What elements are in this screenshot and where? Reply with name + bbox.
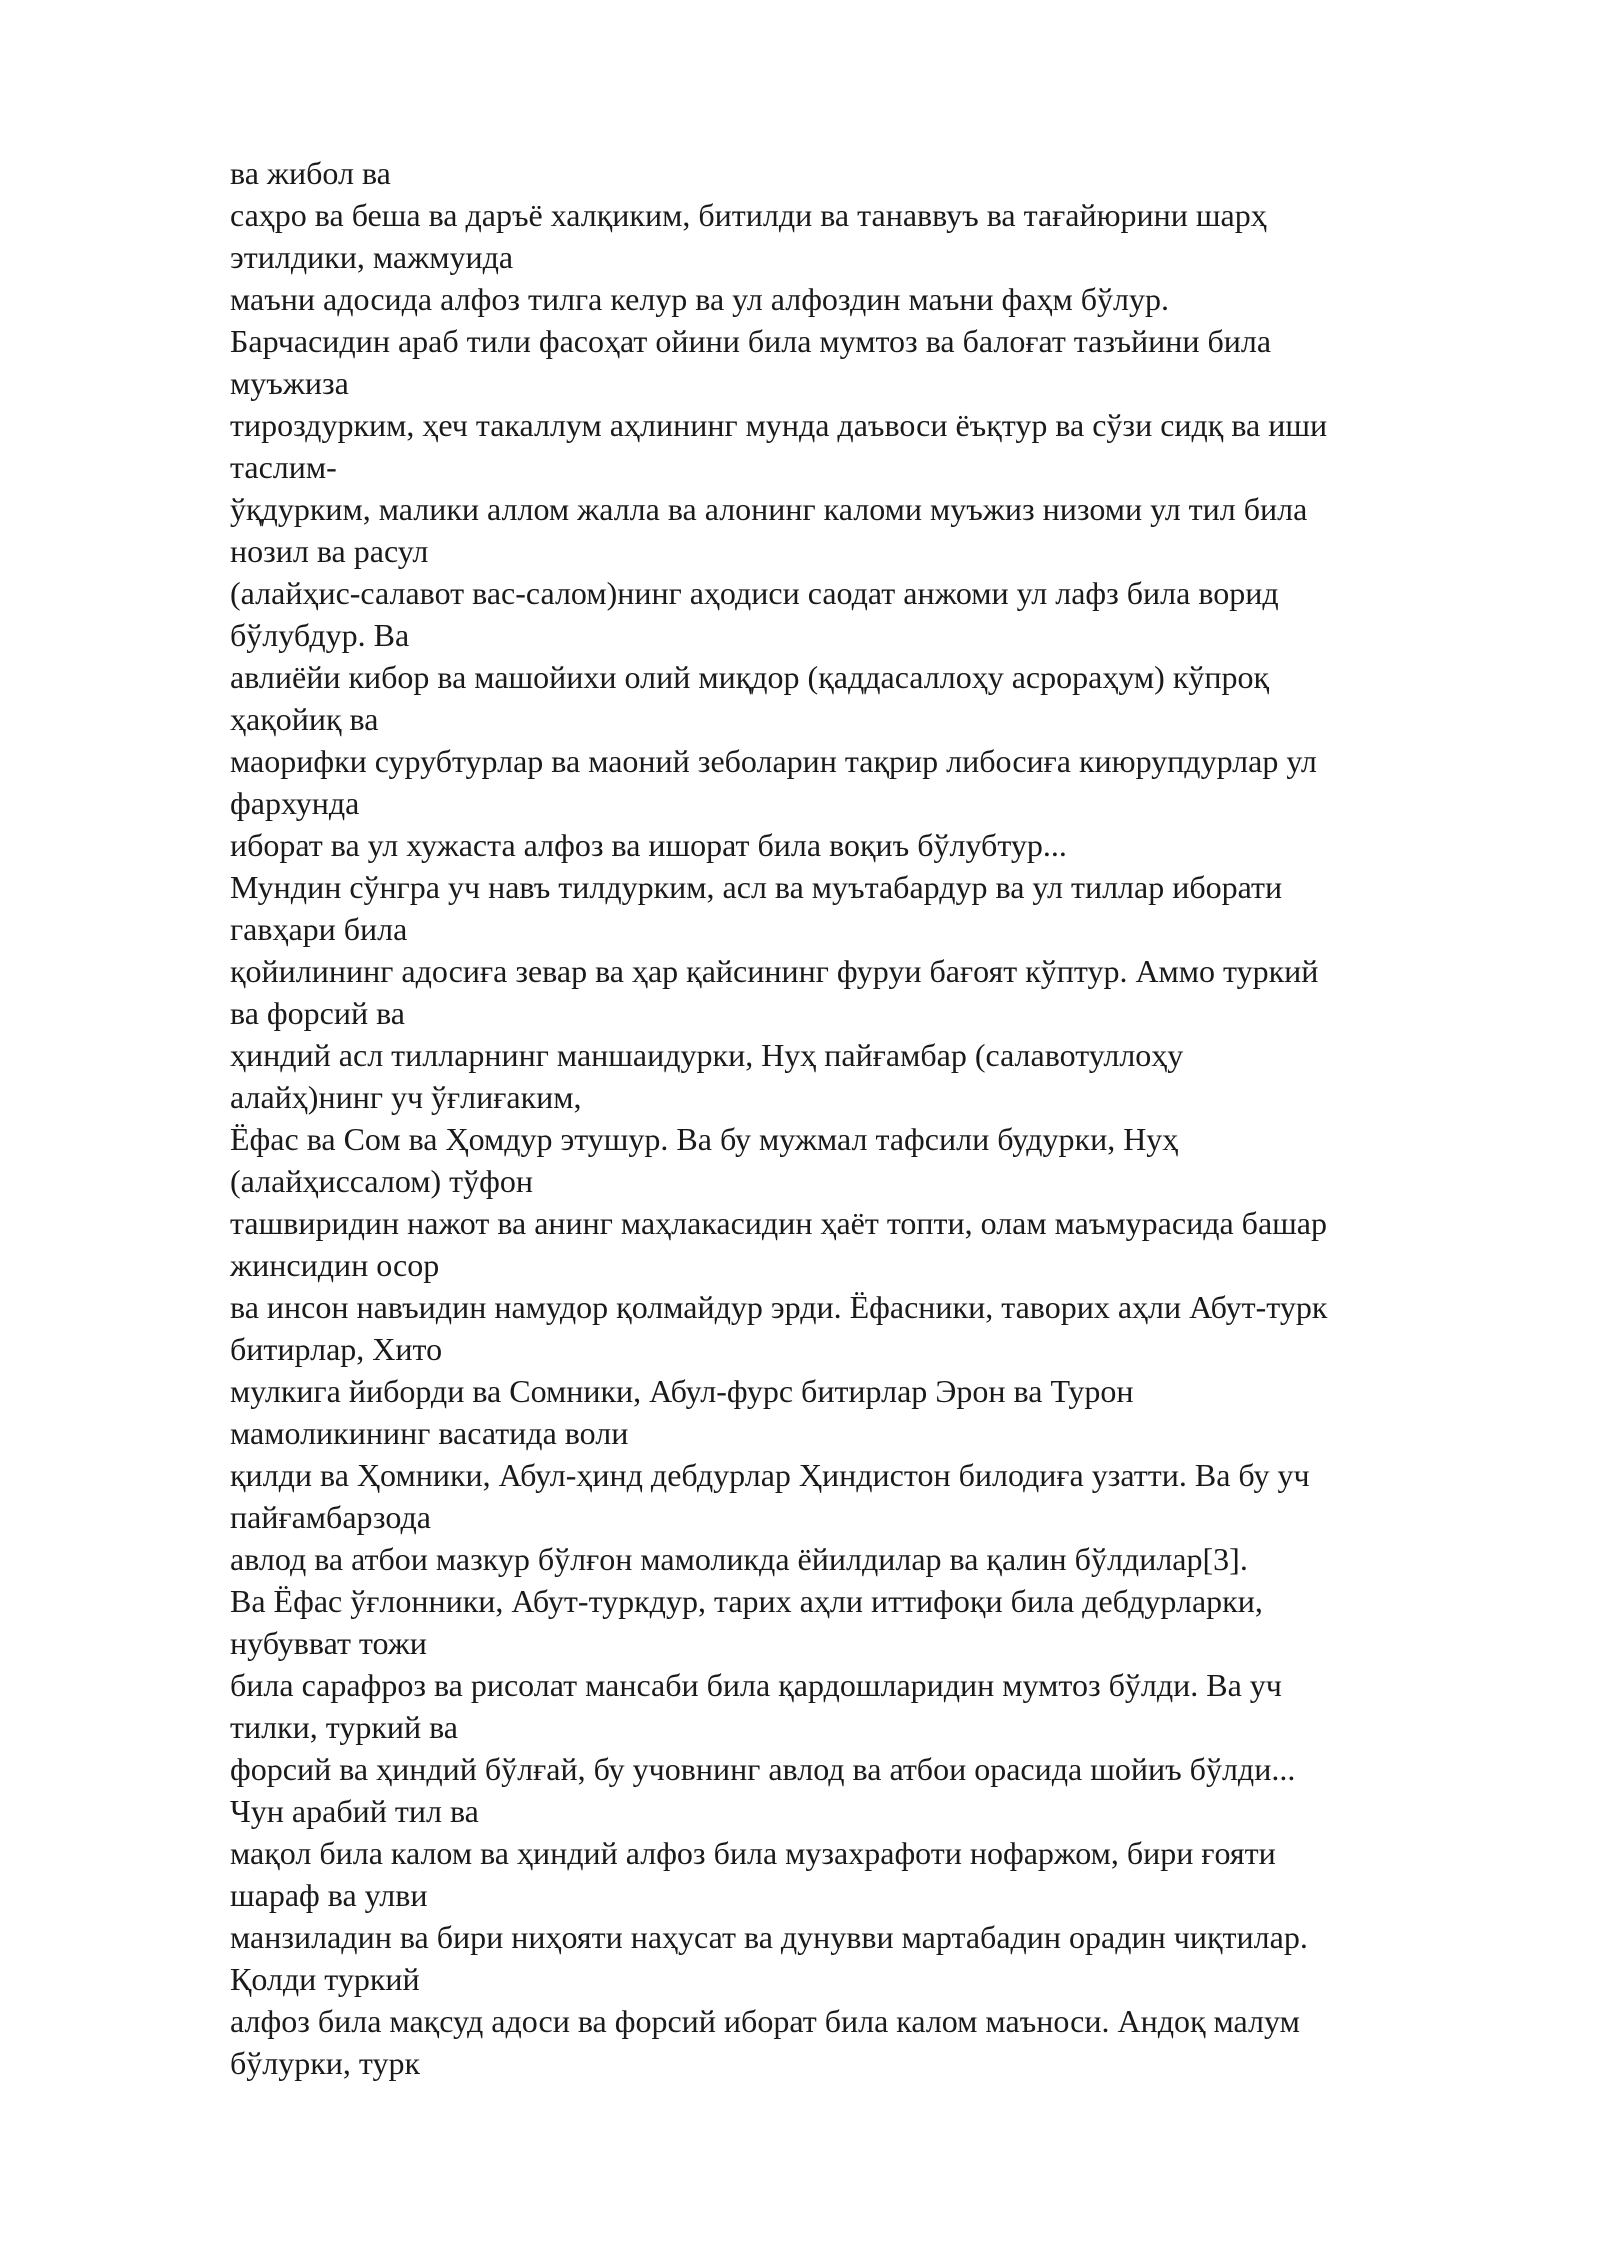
text-line: мулкига йиборди ва Сомники, Абул-фурс битирлар Эрон ва Турон <box>230 1373 1134 1409</box>
text-line: бўлубдур. Ва <box>230 617 410 653</box>
text-line: нубувват тожи <box>230 1625 427 1661</box>
text-line: қойилининг адосиға зевар ва ҳар қайсининг фуруи бағоят кўптур. Аммо туркий <box>230 953 1319 989</box>
text-line: тилки, туркий ва <box>230 1709 458 1745</box>
text-line: ва форсий ва <box>230 995 405 1031</box>
text-line: шараф ва улви <box>230 1877 428 1913</box>
text-line: (алайҳис-салавот вас-салом)нинг аҳодиси саодат анжоми ул лафз била ворид <box>230 575 1279 611</box>
text-line: пайғамбарзода <box>230 1499 431 1535</box>
text-line: Қолди туркий <box>230 1961 420 1997</box>
text-line: тироздурким, ҳеч такаллум аҳлининг мунда даъвоси ёъқтур ва сўзи сидқ ва иши <box>230 407 1328 443</box>
text-line: гавҳари била <box>230 911 408 947</box>
body-text <box>230 152 1530 2084</box>
text-line: била сарафроз ва рисолат мансаби била қардошларидин мумтоз бўлди. Ва уч <box>230 1667 1282 1703</box>
text-line: Барчасидин араб тили фасоҳат ойини била мумтоз ва балоғат тазъйини била <box>230 323 1272 359</box>
text-line: мақол била калом ва ҳиндий алфоз била музахрафоти нофаржом, бири ғояти <box>230 1835 1276 1871</box>
text-line: ҳиндий асл тилларнинг маншаидурки, Нуҳ пайғамбар (салавотуллоҳу <box>230 1037 1184 1073</box>
text-line: Ва Ёфас ўғлонники, Абут-туркдур, тарих аҳли иттифоқи била дебдурларки, <box>230 1583 1263 1619</box>
text-line: Чун арабий тил ва <box>230 1793 479 1829</box>
text-line: авлод ва атбои мазкур бўлғон мамоликда ёйилдилар ва қалин бўлдилар[3]. <box>230 1541 1248 1577</box>
text-line: этилдики, мажмуида <box>230 239 514 275</box>
text-line: жинсидин осор <box>230 1247 440 1283</box>
text-line: маорифки сурубтурлар ва маоний зеболарин тақрир либосиға киюрупдурлар ул <box>230 743 1317 779</box>
text-line: битирлар, Хито <box>230 1331 443 1367</box>
text-line: ҳақойиқ ва <box>230 701 379 737</box>
text-line: ва жибол ва <box>230 155 391 191</box>
text-line: Ёфас ва Сом ва Ҳомдур этушур. Ва бу мужмал тафсили будурки, Нуҳ <box>230 1121 1179 1157</box>
text-line: мамоликининг васатида воли <box>230 1415 629 1451</box>
text-line: ва инсон навъидин намудор қолмайдур эрди. Ёфасники, таворих аҳли Абут-турк <box>230 1289 1328 1325</box>
text-line: Мундин сўнгра уч навъ тилдурким, асл ва муътабардур ва ул тиллар иборати <box>230 869 1283 905</box>
text-line: (алайҳиссалом) тўфон <box>230 1163 533 1199</box>
text-line: алайҳ)нинг уч ўғлиғаким, <box>230 1079 582 1115</box>
text-line: нозил ва расул <box>230 533 429 569</box>
text-line: муъжиза <box>230 365 349 401</box>
text-line: таслим- <box>230 449 337 485</box>
text-line: маъни адосида алфоз тилга келур ва ул алфоздин маъни фаҳм бўлур. <box>230 281 1169 317</box>
text-line: авлиёйи кибор ва машойихи олий миқдор (қаддасаллоҳу асрораҳум) кўпроқ <box>230 659 1270 695</box>
text-line: иборат ва ул хужаста алфоз ва ишорат била воқиъ бўлубтур... <box>230 827 1067 863</box>
text-line: қилди ва Ҳомники, Абул-ҳинд дебдурлар Ҳиндистон билодиға узатти. Ва бу уч <box>230 1457 1310 1493</box>
text-line: фархунда <box>230 785 360 821</box>
text-line: форсий ва ҳиндий бўлғай, бу учовнинг авлод ва атбои орасида шойиъ бўлди... <box>230 1751 1296 1787</box>
text-line: манзиладин ва бири ниҳояти наҳусат ва дунувви мартабадин орадин чиқтилар. <box>230 1919 1308 1955</box>
text-line: ўқдурким, малики аллом жалла ва алонинг каломи муъжиз низоми ул тил била <box>230 491 1308 527</box>
text-line: алфоз била мақсуд адоси ва форсий иборат била калом маъноси. Андоқ малум <box>230 2003 1300 2039</box>
text-line: ташвиридин нажот ва анинг маҳлакасидин ҳаёт топти, олам маъмурасида башар <box>230 1205 1327 1241</box>
text-line: бўлурки, турк <box>230 2045 421 2081</box>
text-line: саҳро ва беша ва даръё халқиким, битилди ва танаввуъ ва тағайюрини шарҳ <box>230 197 1267 233</box>
